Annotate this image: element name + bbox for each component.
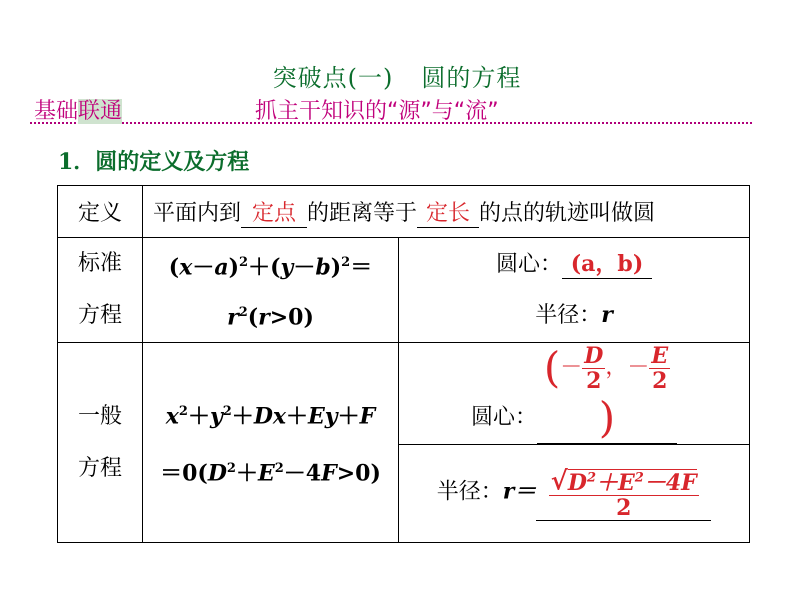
general-label-line1: 一般 <box>77 403 122 429</box>
section-heading: 1．圆的定义及方程 <box>58 149 250 175</box>
standard-label-line1: 标准 <box>77 251 122 276</box>
definition-blank-length: 定长 <box>417 196 479 228</box>
general-label-line2: 方程 <box>77 455 122 481</box>
title-left: 突破点(一) <box>272 64 394 92</box>
section-banner <box>30 94 752 124</box>
general-radius-prefix: r＝ <box>502 478 537 505</box>
standard-properties <box>399 238 750 343</box>
page-title <box>0 58 794 93</box>
title-right: 圆的方程 <box>421 64 522 92</box>
standard-equation: $(x-a)^2+(y-b)^2=$ $r^2(r>0)$ <box>143 238 399 343</box>
general-center <box>399 343 750 445</box>
definition-suffix: 的点的轨迹叫做圆 <box>479 200 656 226</box>
definition-prefix: 平面内到 <box>153 200 242 226</box>
general-center-label: 圆心： <box>470 405 537 430</box>
circle-equation-table <box>57 185 750 543</box>
standard-label-line2: 方程 <box>77 303 122 328</box>
standard-center-label: 圆心： <box>495 251 562 277</box>
banner-subtitle: 抓主干知识的“源”与“流” <box>255 99 499 124</box>
standard-label <box>58 238 143 343</box>
general-row-center <box>58 343 750 445</box>
tag-normal: 基础 <box>34 99 79 124</box>
general-center-answer: (－ $\frac{D}{2}$ ，－ $\frac{E}{2}$ ) <box>537 343 677 444</box>
banner-tag <box>34 94 122 125</box>
definition-row <box>58 186 750 238</box>
tag-highlight: 联通 <box>78 99 123 124</box>
standard-center-answer: (a，b) <box>562 250 652 279</box>
definition-label: 定义 <box>58 186 143 238</box>
general-equation: $x^2+y^2+Dx+Ey+F$ $=0(D^2+E^2-4F>0)$ <box>143 343 399 543</box>
standard-radius-value: r <box>601 301 613 328</box>
definition-blank-point: 定点 <box>241 196 307 228</box>
general-radius-answer: $\frac{√D^2+E^2-4F}{2}$ <box>536 466 711 520</box>
general-label <box>58 343 143 543</box>
general-radius <box>399 445 750 543</box>
standard-center <box>399 240 749 290</box>
definition-text <box>143 186 750 238</box>
standard-row <box>58 238 750 343</box>
standard-radius <box>399 290 749 341</box>
definition-middle: 的距离等于 <box>307 200 418 226</box>
general-radius-label: 半径： <box>436 479 503 505</box>
standard-radius-label: 半径： <box>535 302 602 328</box>
